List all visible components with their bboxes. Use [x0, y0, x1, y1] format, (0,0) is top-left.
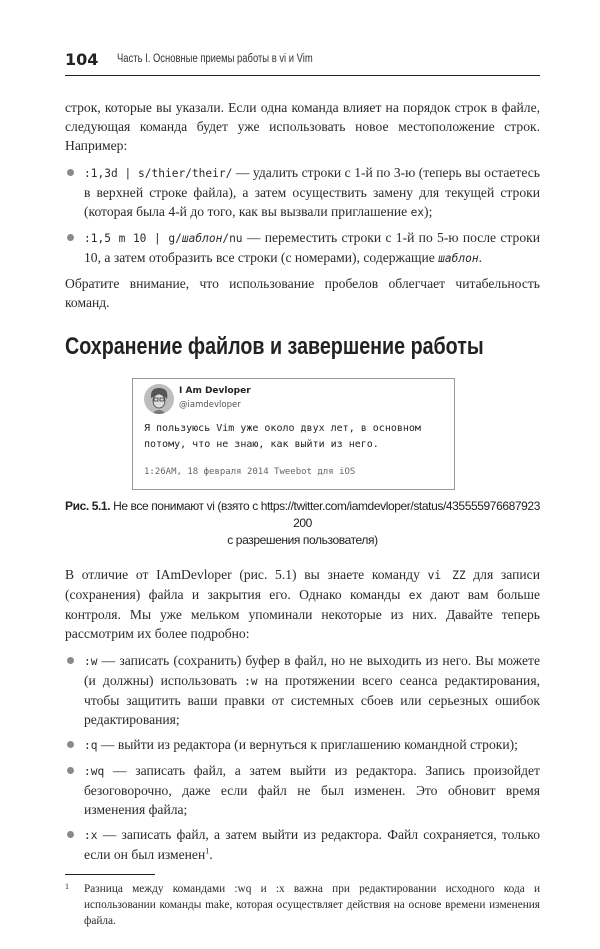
bullet-icon	[67, 234, 74, 241]
figure-caption	[65, 498, 540, 549]
inline-code: vi ZZ	[427, 569, 466, 582]
inline-code: ex	[408, 589, 423, 602]
inline-code: ex	[410, 206, 425, 219]
list-item	[65, 163, 540, 222]
text-run: );	[424, 204, 433, 219]
footnote-divider	[65, 874, 155, 875]
text-run: строк, которые вы указали. Если одна команда влияет на порядок строк в файле, следующая команда будет уже использовать новое местоположение строк. Например:	[65, 100, 540, 153]
bullet-icon	[67, 767, 74, 774]
text-run: .	[209, 847, 213, 862]
paragraph	[65, 274, 540, 312]
inline-code: шаблон	[181, 232, 223, 245]
inline-code: :q	[84, 739, 98, 752]
text-run: — записать файл, а затем выйти из редактора. Запись произойдет безоговорочно, даже если файл не был изменен. Это обновит время изменения файла;	[84, 763, 540, 817]
figure-label: Рис. 5.1.	[65, 499, 111, 513]
inline-code: шаблон	[438, 252, 479, 265]
list-item	[65, 651, 540, 729]
running-head: Часть I. Основные приемы работы в vi и Vim	[117, 53, 313, 65]
bullet-icon	[67, 741, 74, 748]
text-run: — записать файл, а затем выйти из редактора. Файл сохраняется, только если он был изменен	[84, 827, 540, 862]
tweet-figure	[132, 378, 455, 490]
inline-code: :x	[84, 829, 98, 842]
caption-text-2: с разрешения пользователя)	[227, 533, 378, 547]
text-run: Обратите внимание, что использование пробелов облегчает читабельность команд.	[65, 276, 540, 310]
footnote-ref: 1	[205, 846, 210, 856]
text-run: .	[478, 250, 482, 265]
bullet-icon	[67, 657, 74, 664]
footnote-text: Разница между командами :wq и :x важна при редактировании исходного кода и использовании команды make, которая осуществляет действия на основе времени изменения файла.	[84, 883, 540, 927]
text-run: — записать (сохранить) буфер в файл, но не выходить из него. Вы можете (и должны) использовать	[84, 653, 540, 688]
bullet-icon	[67, 169, 74, 176]
tweet-author-handle: @iamdevloper	[179, 400, 241, 410]
footnote-marker: 1	[65, 882, 69, 891]
section-heading: Сохранение файлов и завершение работы	[65, 333, 484, 360]
tweet-timestamp: 1:26AM, 18 февраля 2014 Tweebot для iOS	[144, 467, 356, 477]
bullet-list-save-commands	[65, 651, 540, 864]
bullet-icon	[67, 831, 74, 838]
text-run: дают вам больше контроля. Мы уже мельком упоминали некоторые из них. Давайте теперь рассмотрим их более подробно:	[65, 587, 540, 641]
inline-code: :w	[84, 655, 98, 668]
inline-code: :w	[244, 675, 258, 688]
text-run: на протяжении всего сеанса редактирования, чтобы защитить ваши правки от системных сбоев или серьезных ошибок редактирования;	[84, 673, 540, 727]
list-item	[65, 825, 540, 864]
page-column	[65, 0, 540, 949]
page-header	[65, 50, 540, 76]
tweet-author-name: I Am Devloper	[179, 386, 251, 396]
text-run: — выйти из редактора (и вернуться к приглашению командной строки);	[97, 737, 518, 752]
tweet-text	[144, 421, 449, 453]
bullet-list-commands	[65, 163, 540, 268]
inline-code: :1,3d | s/thier/their/	[84, 167, 233, 180]
tweet-line: потому, что не знаю, как выйти из него.	[144, 439, 379, 450]
avatar	[144, 384, 174, 414]
page-number: 104	[65, 50, 99, 69]
paragraph	[65, 565, 540, 643]
paragraph	[65, 98, 540, 155]
inline-code: :1,5 m 10 | g/	[84, 232, 182, 245]
list-item	[65, 735, 540, 755]
text-run: — переместить строки с 1-й по 5-ю после строки 10, а затем отобразить все строки (с номерами), содержащие	[84, 230, 541, 265]
list-item	[65, 228, 540, 268]
text-run: — удалить строки с 1-й по 3-ю (теперь вы остаетесь в верхней строке файла), а затем осуществить замену для текущей строки (которая была 4-й до того, как вы вызвали приглашение	[84, 165, 540, 219]
inline-code: /nu	[222, 232, 243, 245]
text-run: для записи (сохранения) файла и закрытия его. Однако команды	[65, 567, 540, 602]
list-item	[65, 761, 540, 819]
caption-text: Не все понимают vi (взято с https://twitter.com/iamdevloper/status/435555976687923200	[110, 499, 540, 530]
footnote	[65, 881, 540, 929]
text-run: В отличие от IAmDevloper (рис. 5.1) вы знаете команду	[65, 567, 428, 582]
tweet-line: Я пользуюсь Vim уже около двух лет, в основном	[144, 423, 421, 434]
inline-code: :wq	[84, 765, 105, 778]
